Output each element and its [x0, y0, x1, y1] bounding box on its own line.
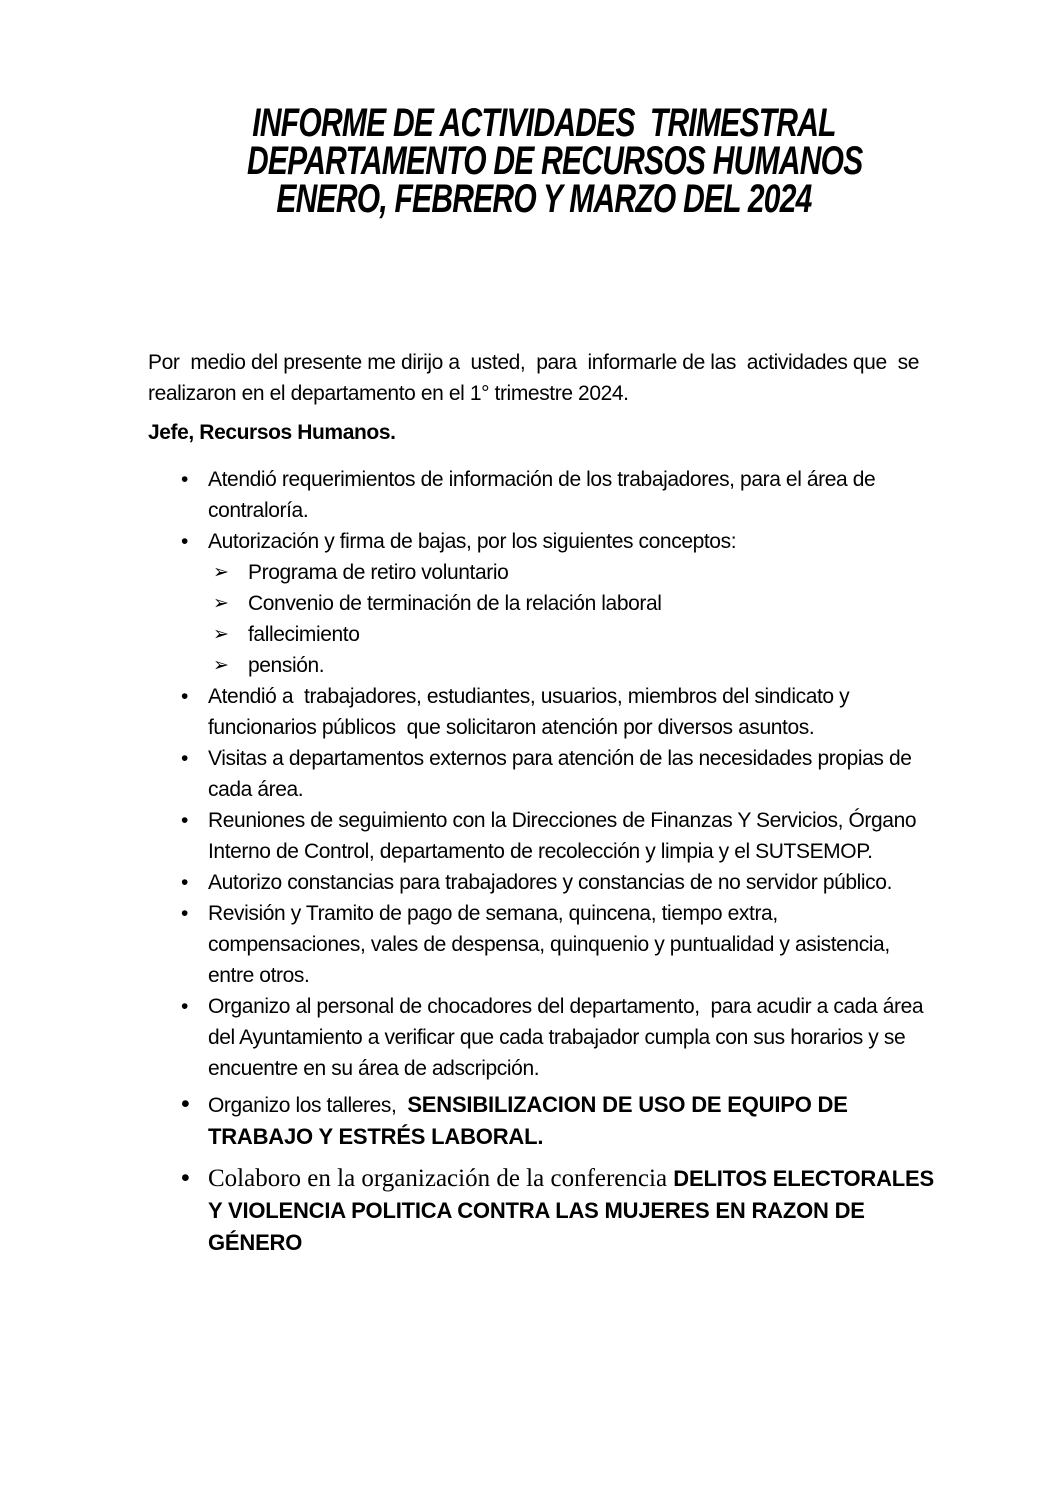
bullet-icon: •	[181, 468, 189, 491]
list-item-text: Organizo los talleres, SENSIBILIZACION DE USO DE EQUIPO DE TRABAJO Y ESTRÉS LABORAL.	[208, 1092, 854, 1149]
sub-list-item	[148, 588, 940, 619]
sub-list-item	[148, 650, 940, 681]
bullet-icon: •	[181, 902, 189, 925]
list-item-text: Visitas a departamentos externos para atención de las necesidades propias de cada área.	[208, 747, 917, 801]
sub-list-item	[148, 557, 940, 588]
arrowhead-bullet-icon: ➢	[213, 623, 229, 645]
list-item	[148, 1089, 940, 1153]
list-item	[148, 867, 940, 898]
bold-run: DELITOS ELECTORALES Y VIOLENCIA POLITICA CONTRA LAS MUJERES EN RAZON DE GÉNERO	[208, 1166, 940, 1255]
title-line-3: ENERO, FEBRERO Y MARZO DEL 2024	[276, 177, 812, 221]
arrowhead-bullet-icon: ➢	[213, 592, 229, 614]
title-line-1: INFORME DE ACTIVIDADES TRIMESTRAL	[252, 101, 836, 145]
arrowhead-bullet-icon: ➢	[213, 561, 229, 583]
bullet-icon: •	[181, 995, 189, 1018]
list-item-text: Atendió a trabajadores, estudiantes, usuarios, miembros del sindicato y funcionarios públicos que solicitaron atención por diversos asuntos.	[208, 685, 855, 739]
section-heading: Jefe, Recursos Humanos.	[148, 421, 396, 444]
bold-run: SENSIBILIZACION DE USO DE EQUIPO DE TRABAJO Y ESTRÉS LABORAL.	[208, 1092, 854, 1149]
serif-run: Colaboro en la organización de la conferencia	[208, 1165, 674, 1192]
bullet-icon: •	[181, 530, 189, 553]
sub-list-item-text: fallecimiento	[248, 623, 360, 646]
title-line-2: DEPARTAMENTO DE RECURSOS HUMANOS	[247, 139, 863, 183]
list-item	[148, 898, 940, 991]
bullet-icon: •	[181, 1090, 190, 1118]
list-item-text: Autorizo constancias para trabajadores y constancias de no servidor público.	[208, 871, 893, 894]
list-item-text: Organizo al personal de chocadores del departamento, para acudir a cada área del Ayuntamiento a verificar que cada trabajador cumpla con sus horarios y se encuentre en su área de adscripción.	[208, 995, 929, 1080]
bullet-icon: •	[181, 1164, 190, 1192]
list-item	[148, 991, 940, 1084]
list-item	[148, 743, 940, 805]
list-item	[148, 526, 940, 557]
list-item-text: Autorización y firma de bajas, por los siguientes conceptos:	[208, 530, 737, 553]
list-item	[148, 681, 940, 743]
list-item-text	[208, 1165, 940, 1255]
intro-paragraph: Por medio del presente me dirijo a usted, para informarle de las actividades que se realizaron en el departamento en el 1° trimestre 2024.	[148, 351, 925, 405]
sub-list-item-text: Convenio de terminación de la relación laboral	[248, 592, 662, 615]
document-title	[148, 101, 940, 221]
list-item-text: Revisión y Tramito de pago de semana, quincena, tiempo extra, compensaciones, vales de despensa, quinquenio y puntualidad y asistencia, entre otros.	[208, 902, 896, 987]
bullet-icon: •	[181, 747, 189, 770]
list-item	[148, 1163, 940, 1259]
sub-list-item-text: pensión.	[248, 654, 325, 677]
activity-list	[148, 464, 940, 1259]
bullet-icon: •	[181, 685, 189, 708]
document-content	[148, 0, 940, 1259]
list-item	[148, 464, 940, 526]
bullet-icon: •	[181, 871, 189, 894]
sub-list-item	[148, 619, 940, 650]
bullet-icon: •	[181, 809, 189, 832]
sub-list-item-text: Programa de retiro voluntario	[248, 561, 509, 584]
list-item-text: Reuniones de seguimiento con la Direcciones de Finanzas Y Servicios, Órgano Interno de Control, departamento de recolección y limpia y el SUTSEMOP.	[208, 809, 922, 863]
arrowhead-bullet-icon: ➢	[213, 654, 229, 676]
list-item	[148, 805, 940, 867]
list-item-text: Atendió requerimientos de información de los trabajadores, para el área de contraloría.	[208, 468, 881, 522]
